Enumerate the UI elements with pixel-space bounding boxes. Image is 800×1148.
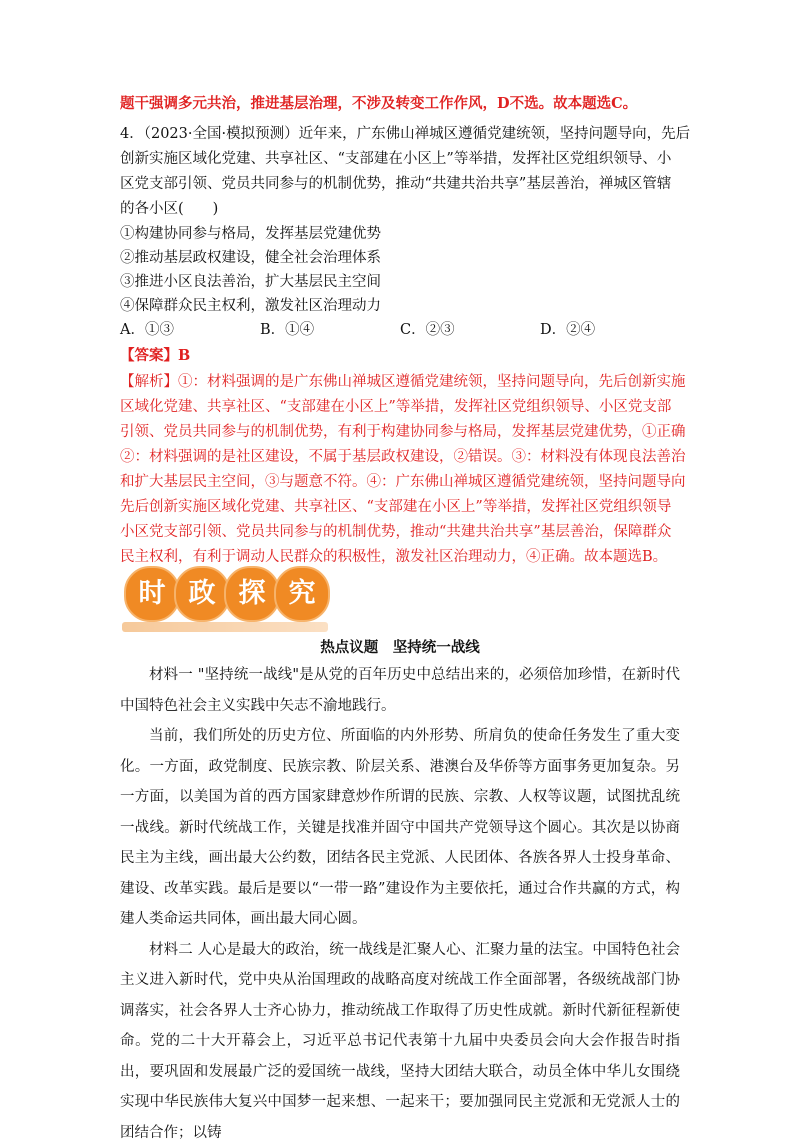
banner-underline — [122, 622, 328, 632]
banner-char-2: 政 — [174, 566, 230, 622]
section-title: 热点议题 坚持统一战线 — [0, 636, 800, 657]
option-c: C．②③ — [400, 318, 455, 342]
analysis-line-7: 小区党支部引领、党员共同参与的机制优势，推动“共建共治共享”基层善治，保障群众 — [120, 520, 671, 544]
banner-char-1: 时 — [124, 566, 180, 622]
option-b: B．①④ — [260, 318, 314, 342]
material-2-paragraph: 材料二 人心是最大的政治，统一战线是汇聚人心、汇聚力量的法宝。中国特色社会主义进入新时代，党中央从治国理政的战略高度对统战工作全面部署，各级统战部门协调落实，社会各界人士齐心协力，推动统战工作取得了历史性成就。新时代新征程新使命。党的二十大开幕会上，习近平总书记代表第十九届中央委员会向大会作报告时指出，要巩固和发展最广泛的爱国统一战线，坚持大团结大联合，动员全体中华儿女围绕实现中华民族伟大复兴中国梦一起来想、一起来干；要加强同民主党派和无党派人士的团结合作；以铸 — [120, 935, 680, 1148]
material-1-paragraph: 材料一 "坚持统一战线"是从党的百年历史中总结出来的，必须倍加珍惜，在新时代中国特色社会主义实践中矢志不渝地践行。 — [120, 660, 680, 721]
question-stem-line-3: 区党支部引领、党员共同参与的机制优势，推动“共建共治共享”基层善治，禅城区管辖 — [120, 172, 671, 196]
material-body — [120, 660, 680, 1148]
analysis-line-5: 和扩大基层民主空间，③与题意不符。④：广东佛山禅城区遵循党建统领，坚持问题导向 — [120, 470, 686, 494]
material-1-paragraph-2: 当前，我们所处的历史方位、所面临的内外形势、所肩负的使命任务发生了重大变化。一方面，政党制度、民族宗教、阶层关系、港澳台及华侨等方面事务更加复杂。另一方面，以美国为首的西方国家肆意炒作所谓的民族、宗教、人权等议题，试图扰乱统一战线。新时代统战工作，关键是找准并固守中国共产党领导这个圆心。其次是以协商民主为主线，画出最大公约数，团结各民主党派、人民团体、各族各界人士投身革命、建设、改革实践。最后是要以“一带一路”建设作为主要依托，通过合作共赢的方式，构建人类命运共同体，画出最大同心圆。 — [120, 721, 680, 935]
answer-label: 【答案】B — [120, 344, 190, 368]
banner-char-3: 探 — [224, 566, 280, 622]
answer-options — [120, 318, 680, 342]
option-d: D．②④ — [540, 318, 595, 342]
analysis-line-4: ②：材料强调的是社区建设，不属于基层政权建设，②错误。③：材料没有体现良法善治 — [120, 445, 686, 469]
analysis-line-6: 先后创新实施区域化党建、共享社区、“支部建在小区上”等举措，发挥社区党组织领导 — [120, 495, 671, 519]
question-stem-line-1: 4．（2023·全国·模拟预测）近年来，广东佛山禅城区遵循党建统领，坚持问题导向，先后 — [120, 122, 690, 146]
analysis-line-2: 区域化党建、共享社区、“支部建在小区上”等举措，发挥社区党组织领导、小区党支部 — [120, 395, 671, 419]
banner-char-4: 究 — [274, 566, 330, 622]
question-item-4: ④保障群众民主权利，激发社区治理动力 — [120, 294, 381, 318]
question-item-2: ②推动基层政权建设，健全社会治理体系 — [120, 246, 381, 270]
question-item-3: ③推进小区良法善治，扩大基层民主空间 — [120, 270, 381, 294]
question-stem-line-2: 创新实施区域化党建、共享社区、“支部建在小区上”等举措，发挥社区党组织领导、小 — [120, 147, 671, 171]
analysis-line-8: 民主权利，有利于调动人民群众的积极性，激发社区治理动力，④正确。故本题选B。 — [120, 545, 667, 569]
analysis-line-1: 【解析】①：材料强调的是广东佛山禅城区遵循党建统领，坚持问题导向，先后创新实施 — [120, 370, 686, 394]
analysis-line-3: 引领、党员共同参与的机制优势，有利于构建协同参与格局，发挥基层党建优势，①正确 — [120, 420, 686, 444]
question-item-1: ①构建协同参与格局，发挥基层党建优势 — [120, 222, 381, 246]
previous-answer-conclusion: 题干强调多元共治，推进基层治理，不涉及转变工作作风，D不选。故本题选C。 — [120, 92, 637, 116]
option-a: A．①③ — [120, 318, 174, 342]
question-stem-line-4: 的各小区( ) — [120, 197, 218, 221]
section-banner-current-affairs — [122, 566, 328, 634]
